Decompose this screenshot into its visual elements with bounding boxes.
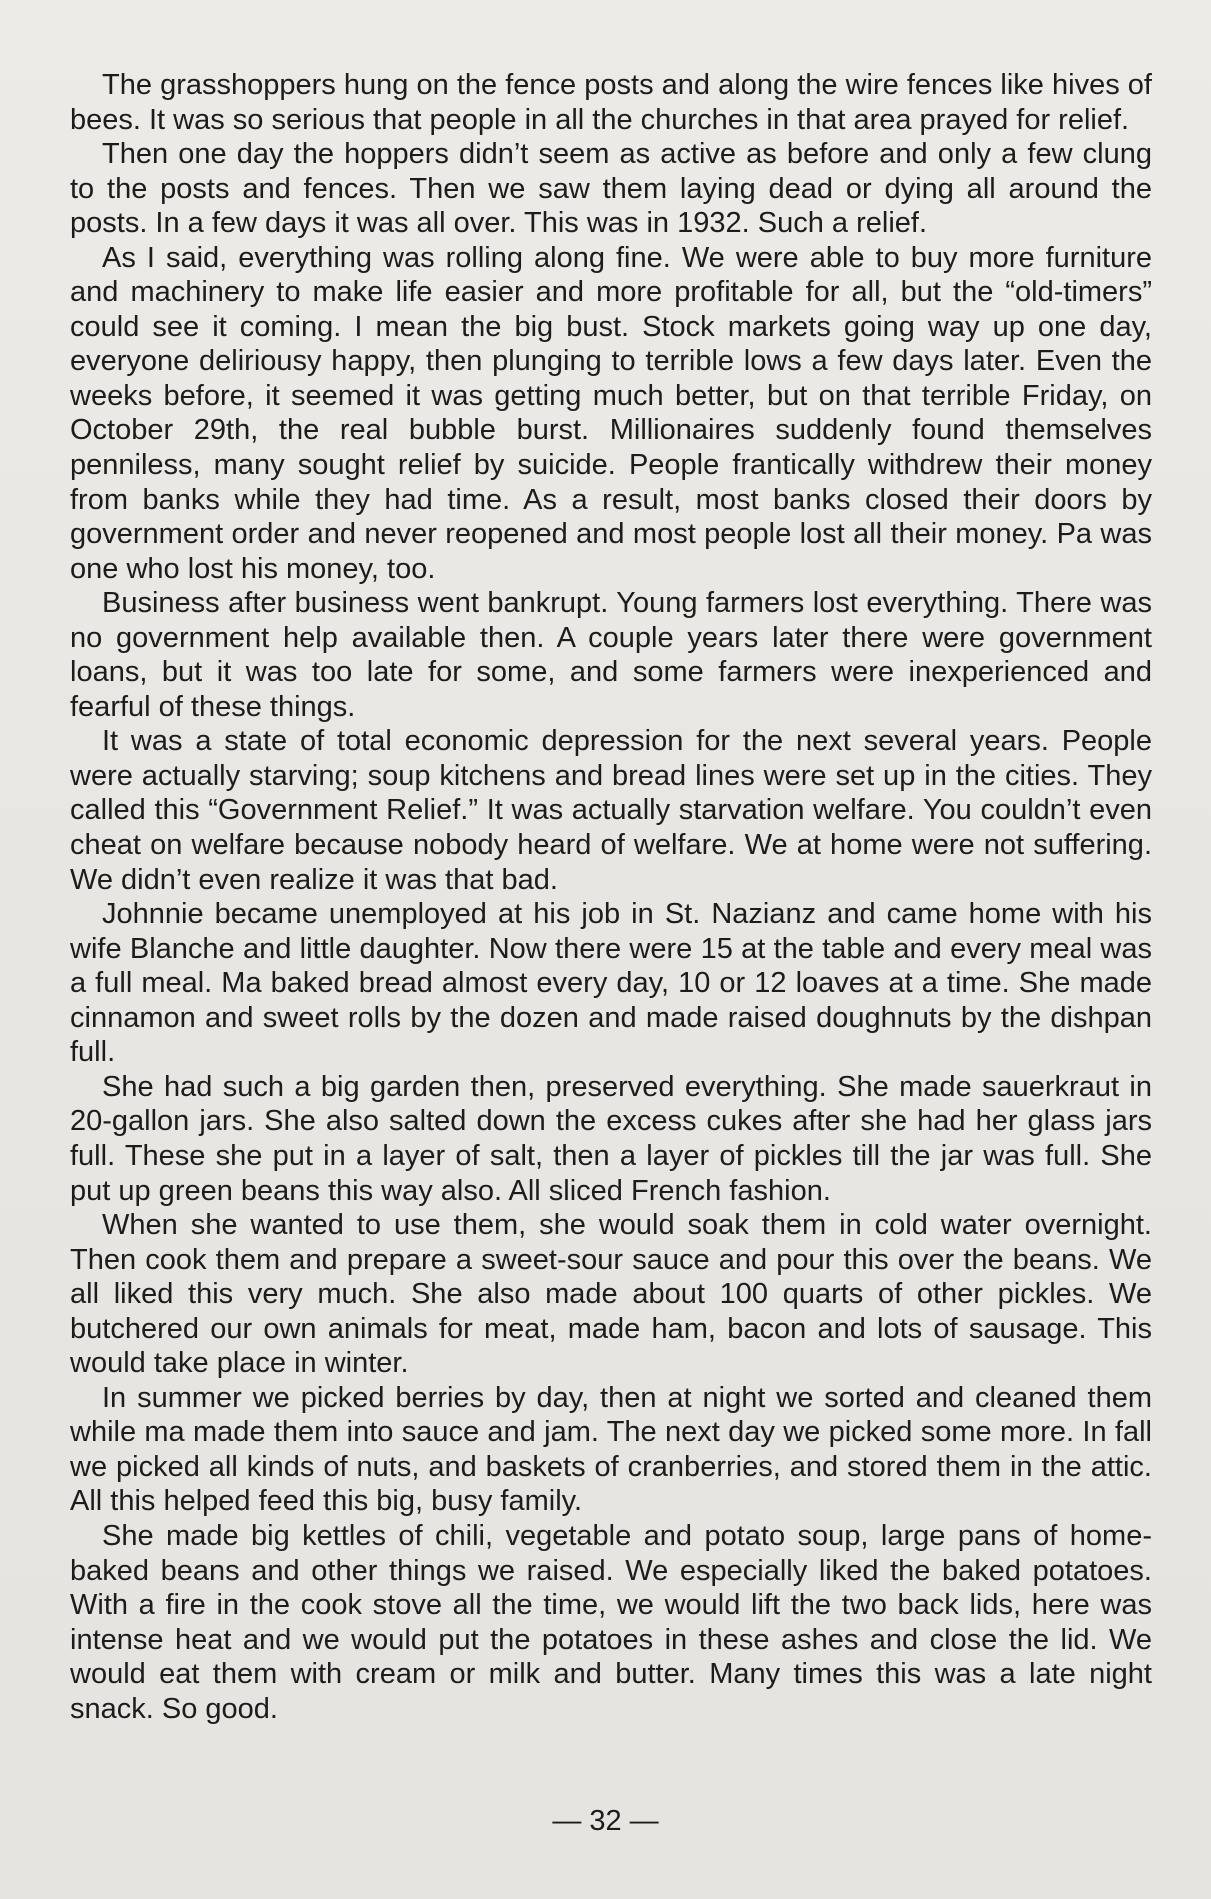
paragraph-johnnie: Johnnie became unemployed at his job in St. Nazianz and came home with his wife Blanche and little daughter. Now there were 15 at the table and every meal was a full meal. Ma baked bread almost every day, 10 or 12 loaves at a time. She made cinnamon and sweet rolls by the dozen and made raised doughnuts by the dishpan full. bbox=[70, 898, 1152, 1069]
paragraph-depression: It was a state of total economic depression for the next several years. People were actually starving; soup kitchens and bread lines were set up in the cities. They called this “Government Relief.” It was actually starvation welfare. You couldn’t even cheat on welfare because nobody heard of welfare. We at home were not suffering. We didn’t even realize it was that bad. bbox=[70, 725, 1152, 896]
body-text bbox=[70, 68, 1152, 1726]
paragraph-baked-potatoes: She made big kettles of chili, vegetable and potato soup, large pans of home-baked beans and other things we raised. We especially liked the baked potatoes. With a fire in the cook stove all the time, we would lift the two back lids, here was intense heat and we would put the potatoes in these ashes and close the lid. We would eat them with cream or milk and butter. Many times this was a late night snack. So good. bbox=[70, 1519, 1152, 1725]
page-number: — 32 — bbox=[552, 1805, 659, 1837]
paragraph-garden: She had such a big garden then, preserved everything. She made sauerkraut in 20-gallon jars. She also salted down the excess cukes after she had her glass jars full. These she put in a layer of salt, then a layer of pickles till the jar was full. She put up green beans this way also. All sliced French fashion. bbox=[70, 1070, 1152, 1207]
paragraph-sweet-sour: When she wanted to use them, she would soak them in cold water overnight. Then cook them and prepare a sweet-sour sauce and pour this over the beans. We all liked this very much. She also made about 100 quarts of other pickles. We butchered our own animals for meat, made ham, bacon and lots of sausage. This would take place in winter. bbox=[70, 1209, 1152, 1380]
paragraph-berries: In summer we picked berries by day, then at night we sorted and cleaned them while ma made them into sauce and jam. The next day we picked some more. In fall we picked all kinds of nuts, and baskets of cranberries, and stored them in the attic. All this helped feed this big, busy family. bbox=[70, 1381, 1152, 1518]
paragraph-bankruptcy: Business after business went bankrupt. Young farmers lost everything. There was no government help available then. A couple years later there were government loans, but it was too late for some, and some farmers were inexperienced and fearful of these things. bbox=[70, 587, 1152, 723]
paragraph-grasshoppers: The grasshoppers hung on the fence posts and along the wire fences like hives of bees. It was so serious that people in all the churches in that area prayed for relief. bbox=[70, 69, 1152, 136]
paragraph-big-bust: As I said, everything was rolling along fine. We were able to buy more furniture and machinery to make life easier and more profitable for all, but the “old-timers” could see it coming. I mean the big bust. Stock markets going way up one day, everyone deliriousy happy, then plunging to terrible lows a few days later. Even the weeks before, it seemed it was getting much better, but on that terrible Friday, on October 29th, the real bubble burst. Millionaires suddenly found themselves penniless, many sought relief by suicide. People frantically withdrew their money from banks while they had time. As a result, most banks closed their doors by government order and never reopened and most people lost all their money. Pa was one who lost his money, too. bbox=[70, 241, 1152, 585]
paragraph-hoppers-dying: Then one day the hoppers didn’t seem as active as before and only a few clung to the posts and fences. Then we saw them laying dead or dying all around the posts. In a few days it was all over. This was in 1932. Such a relief. bbox=[70, 138, 1152, 240]
